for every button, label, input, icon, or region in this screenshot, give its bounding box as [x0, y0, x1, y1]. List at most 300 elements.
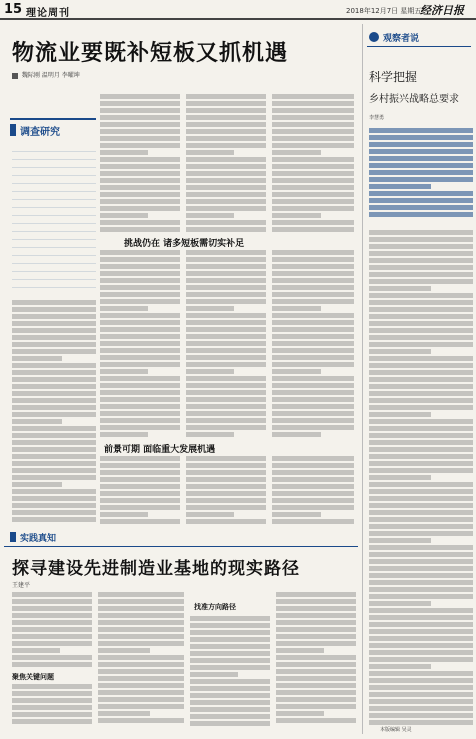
page-header	[0, 0, 476, 20]
body-text-line	[272, 369, 321, 374]
body-text-line	[272, 306, 321, 311]
body-text-line	[186, 404, 266, 409]
body-text-line	[272, 327, 354, 332]
body-text-line	[186, 383, 266, 388]
body-text-column	[190, 616, 270, 730]
body-text-column	[186, 456, 266, 526]
body-text-line	[12, 634, 92, 639]
body-text-line	[186, 213, 234, 218]
body-text-line	[100, 369, 148, 374]
body-text-line	[272, 334, 354, 339]
body-text-line	[276, 676, 356, 681]
body-text-line	[369, 545, 473, 550]
body-text-line	[369, 636, 473, 641]
body-text-line	[272, 101, 354, 106]
body-text-line	[186, 390, 266, 395]
body-text-line	[100, 299, 180, 304]
body-text-line	[98, 648, 150, 653]
body-text-line	[12, 592, 92, 597]
body-text-line	[98, 613, 184, 618]
body-text-line	[12, 433, 96, 438]
body-text-line	[12, 440, 96, 445]
body-text-line	[12, 391, 96, 396]
body-text-line	[190, 714, 270, 719]
body-text-line	[12, 496, 96, 501]
body-text-line	[98, 599, 184, 604]
body-text-line	[190, 616, 270, 621]
body-text-line	[100, 227, 180, 232]
body-text-line	[369, 244, 473, 249]
body-text-line	[272, 220, 354, 225]
section-divider	[367, 46, 471, 47]
body-text-line	[186, 101, 266, 106]
body-text-line	[186, 115, 266, 120]
body-text-column	[369, 230, 473, 730]
body-text-line	[98, 669, 184, 674]
body-text-line	[272, 199, 354, 204]
body-text-line	[272, 271, 354, 276]
body-text-line	[369, 177, 473, 182]
body-text-line	[12, 691, 92, 696]
body-text-column	[12, 684, 92, 730]
body-text-line	[369, 391, 473, 396]
body-text-line	[186, 108, 266, 113]
body-text-line	[100, 178, 180, 183]
body-text-line	[186, 164, 266, 169]
body-text-line	[369, 156, 473, 161]
body-text-line	[100, 171, 180, 176]
body-text-line	[100, 397, 180, 402]
right-article-title-line2: 乡村振兴战略总要求	[369, 94, 459, 105]
body-text-line	[186, 278, 266, 283]
body-text-line	[272, 519, 354, 524]
body-text-line	[369, 170, 473, 175]
body-text-line	[272, 213, 321, 218]
body-text-line	[186, 129, 266, 134]
body-text-line	[100, 192, 180, 197]
second-article-byline: 王建平	[12, 582, 31, 589]
subhead: 聚焦关键问题	[12, 673, 54, 681]
intro-text-line	[12, 176, 96, 184]
body-text-line	[369, 321, 473, 326]
body-text-line	[369, 629, 473, 634]
body-text-line	[186, 348, 266, 353]
body-text-line	[369, 349, 431, 354]
body-text-line	[369, 370, 473, 375]
intro-text-line	[12, 280, 96, 288]
body-text-line	[100, 470, 180, 475]
body-text-line	[272, 498, 354, 503]
subhead: 找准方向路径	[194, 603, 236, 611]
body-text-line	[186, 227, 266, 232]
main-article-area	[4, 24, 358, 732]
intro-text-line	[12, 208, 96, 216]
body-text-line	[276, 683, 356, 688]
body-text-line	[369, 377, 473, 382]
body-text-line	[12, 419, 62, 424]
body-text-line	[98, 676, 184, 681]
body-text-line	[276, 613, 356, 618]
body-text-line	[190, 665, 270, 670]
body-text-line	[100, 150, 148, 155]
observer-badge-icon	[369, 32, 379, 42]
body-text-line	[369, 706, 473, 711]
body-text-line	[100, 313, 180, 318]
body-text-line	[100, 418, 180, 423]
body-text-line	[369, 461, 473, 466]
body-text-line	[12, 342, 96, 347]
body-text-line	[186, 463, 266, 468]
body-text-line	[276, 690, 356, 695]
section-tag	[10, 118, 96, 136]
body-text-line	[272, 122, 354, 127]
body-text-line	[100, 213, 148, 218]
body-text-line	[272, 355, 354, 360]
body-text-line	[12, 620, 92, 625]
body-text-line	[369, 489, 473, 494]
body-text-line	[186, 425, 266, 430]
body-text-line	[190, 637, 270, 642]
body-text-line	[369, 538, 431, 543]
body-text-line	[98, 662, 184, 667]
editor-credit: 本版编辑 吴灵	[380, 727, 412, 733]
body-text-line	[369, 524, 473, 529]
body-text-line	[186, 519, 266, 524]
body-text-line	[272, 164, 354, 169]
body-text-line	[100, 341, 180, 346]
body-text-line	[12, 307, 96, 312]
body-text-line	[12, 606, 92, 611]
body-text-line	[369, 184, 431, 189]
body-text-column	[272, 94, 354, 234]
body-text-line	[272, 484, 354, 489]
intro-text-line	[12, 264, 96, 272]
body-text-line	[100, 285, 180, 290]
body-text-line	[369, 685, 473, 690]
body-text-line	[272, 390, 354, 395]
body-text-line	[100, 292, 180, 297]
body-text-line	[100, 477, 180, 482]
body-text-line	[369, 601, 431, 606]
body-text-line	[100, 484, 180, 489]
body-text-line	[369, 692, 473, 697]
body-text-line	[369, 468, 473, 473]
body-text-line	[12, 454, 96, 459]
right-article-author: 李慧勇	[369, 115, 385, 121]
body-text-column	[186, 250, 266, 440]
body-text-line	[369, 191, 473, 196]
body-text-line	[186, 432, 234, 437]
body-text-line	[100, 157, 180, 162]
body-text-line	[272, 320, 354, 325]
body-text-line	[186, 220, 266, 225]
body-text-line	[98, 711, 150, 716]
section-marker-icon	[10, 532, 16, 542]
body-text-line	[12, 698, 92, 703]
intro-text-line	[12, 160, 96, 168]
body-text-line	[100, 115, 180, 120]
body-text-line	[369, 405, 473, 410]
body-text-line	[100, 505, 180, 510]
body-text-line	[369, 198, 473, 203]
body-text-line	[190, 721, 270, 726]
body-text-line	[100, 143, 180, 148]
page-name: 理论周刊	[26, 8, 70, 19]
body-text-line	[272, 299, 354, 304]
body-text-line	[12, 398, 96, 403]
body-text-line	[369, 657, 473, 662]
body-text-line	[369, 363, 473, 368]
body-text-line	[12, 356, 62, 361]
body-text-line	[12, 712, 92, 717]
body-text-line	[186, 362, 266, 367]
body-text-line	[276, 606, 356, 611]
body-text-line	[186, 355, 266, 360]
body-text-line	[272, 192, 354, 197]
body-text-line	[100, 320, 180, 325]
body-text-line	[12, 321, 96, 326]
intro-text-line	[12, 216, 96, 224]
article-byline	[12, 70, 80, 79]
body-text-line	[186, 178, 266, 183]
body-text-line	[98, 718, 184, 723]
body-text-line	[100, 94, 180, 99]
body-text-line	[276, 620, 356, 625]
body-text-line	[12, 503, 96, 508]
body-text-line	[98, 683, 184, 688]
body-text-line	[369, 482, 473, 487]
page-number: 15	[4, 2, 23, 17]
body-text-line	[12, 349, 96, 354]
body-text-line	[98, 606, 184, 611]
body-text-column	[186, 94, 266, 234]
body-text-line	[100, 498, 180, 503]
intro-text-line	[12, 184, 96, 192]
body-text-line	[369, 510, 473, 515]
body-text-line	[12, 482, 62, 487]
body-text-line	[272, 285, 354, 290]
body-text-line	[12, 447, 96, 452]
body-text-line	[190, 658, 270, 663]
section-marker-icon	[10, 124, 16, 136]
body-text-line	[100, 250, 180, 255]
body-text-line	[276, 662, 356, 667]
body-text-line	[12, 475, 96, 480]
body-text-line	[369, 314, 473, 319]
body-text-line	[100, 199, 180, 204]
body-text-line	[369, 664, 431, 669]
body-text-line	[12, 426, 96, 431]
body-text-line	[190, 707, 270, 712]
body-text-line	[369, 128, 473, 133]
body-text-line	[190, 686, 270, 691]
body-text-line	[100, 456, 180, 461]
body-text-line	[12, 684, 92, 689]
body-text-line	[369, 335, 473, 340]
second-article-headline: 探寻建设先进制造业基地的现实路径	[12, 559, 300, 579]
body-text-line	[369, 163, 473, 168]
body-text-column	[100, 456, 180, 526]
body-text-line	[190, 672, 238, 677]
body-text-line	[186, 327, 266, 332]
body-text-line	[369, 580, 473, 585]
body-text-line	[12, 300, 96, 305]
body-text-line	[100, 164, 180, 169]
body-text-line	[272, 491, 354, 496]
body-text-line	[12, 412, 96, 417]
practice-tag-label: 实践真知	[20, 534, 57, 544]
article-intro	[12, 144, 96, 296]
body-text-line	[276, 599, 356, 604]
observer-tag	[369, 30, 469, 44]
body-text-line	[190, 644, 270, 649]
body-text-line	[369, 587, 473, 592]
body-text-line	[100, 306, 148, 311]
body-text-column	[12, 592, 92, 670]
body-text-line	[100, 348, 180, 353]
body-text-line	[272, 348, 354, 353]
body-text-line	[186, 285, 266, 290]
body-text-line	[186, 341, 266, 346]
body-text-line	[12, 314, 96, 319]
body-text-line	[369, 342, 473, 347]
body-text-line	[186, 157, 266, 162]
body-text-line	[100, 220, 180, 225]
body-text-line	[12, 405, 96, 410]
body-text-line	[272, 397, 354, 402]
body-text-line	[186, 484, 266, 489]
body-text-line	[369, 454, 473, 459]
body-text-line	[12, 384, 96, 389]
body-text-line	[369, 678, 473, 683]
body-text-line	[369, 622, 473, 627]
issue-date: 2018年12月7日 星期五	[346, 7, 422, 15]
body-text-line	[369, 531, 473, 536]
body-text-line	[272, 292, 354, 297]
body-text-line	[369, 552, 473, 557]
body-text-line	[100, 425, 180, 430]
body-text-line	[12, 613, 92, 618]
body-text-line	[100, 362, 180, 367]
body-text-line	[186, 150, 234, 155]
body-text-line	[369, 398, 473, 403]
body-text-line	[12, 370, 96, 375]
body-text-line	[369, 566, 473, 571]
body-text-line	[272, 512, 321, 517]
body-text-line	[98, 697, 184, 702]
body-text-line	[100, 334, 180, 339]
observer-tag-label: 观察者说	[383, 34, 420, 44]
body-text-line	[100, 383, 180, 388]
body-text-line	[369, 475, 431, 480]
body-text-line	[190, 679, 270, 684]
body-text-line	[276, 655, 356, 660]
body-text-line	[100, 376, 180, 381]
section-divider	[4, 546, 358, 547]
body-text-line	[186, 171, 266, 176]
body-text-line	[100, 463, 180, 468]
body-text-line	[12, 517, 96, 522]
body-text-line	[12, 655, 92, 660]
body-text-line	[100, 327, 180, 332]
body-text-line	[98, 620, 184, 625]
newspaper-logo: 经济日报	[420, 4, 464, 17]
body-text-line	[186, 313, 266, 318]
body-text-line	[100, 257, 180, 262]
body-text-line	[272, 129, 354, 134]
body-text-line	[12, 599, 92, 604]
body-text-line	[272, 432, 321, 437]
body-text-line	[369, 384, 473, 389]
body-text-line	[186, 122, 266, 127]
body-text-line	[98, 690, 184, 695]
body-text-line	[272, 185, 354, 190]
body-text-line	[12, 461, 96, 466]
body-text-line	[100, 491, 180, 496]
body-text-line	[272, 278, 354, 283]
body-text-line	[186, 320, 266, 325]
body-text-line	[100, 432, 148, 437]
body-text-line	[369, 447, 473, 452]
body-text-column	[272, 250, 354, 440]
body-text-line	[369, 440, 473, 445]
body-text-line	[100, 136, 180, 141]
body-text-line	[186, 250, 266, 255]
body-text-line	[369, 279, 473, 284]
body-text-line	[190, 630, 270, 635]
body-text-line	[272, 178, 354, 183]
body-text-line	[12, 377, 96, 382]
body-text-line	[100, 411, 180, 416]
body-text-line	[272, 227, 354, 232]
body-text-line	[272, 463, 354, 468]
intro-text-line	[12, 152, 96, 160]
body-text-line	[369, 237, 473, 242]
body-text-line	[12, 719, 92, 724]
body-text-line	[272, 115, 354, 120]
body-text-line	[190, 623, 270, 628]
body-text-line	[186, 94, 266, 99]
body-text-line	[369, 258, 473, 263]
body-text-line	[272, 94, 354, 99]
body-text-line	[12, 468, 96, 473]
body-text-line	[369, 142, 473, 147]
body-text-line	[369, 230, 473, 235]
body-text-line	[272, 404, 354, 409]
body-text-line	[369, 573, 473, 578]
body-text-line	[369, 559, 473, 564]
right-article-title-line1: 科学把握	[369, 70, 418, 84]
body-text-line	[369, 265, 473, 270]
body-text-line	[186, 498, 266, 503]
body-text-line	[186, 470, 266, 475]
body-text-column	[100, 94, 180, 234]
body-text-line	[12, 662, 92, 667]
body-text-line	[276, 718, 356, 723]
body-text-line	[98, 627, 184, 632]
body-text-line	[186, 192, 266, 197]
body-text-line	[272, 143, 354, 148]
body-text-line	[98, 641, 184, 646]
body-text-line	[272, 418, 354, 423]
intro-text-line	[12, 256, 96, 264]
body-text-line	[369, 426, 473, 431]
body-text-line	[369, 149, 473, 154]
body-text-line	[272, 505, 354, 510]
body-text-line	[186, 376, 266, 381]
body-text-line	[369, 643, 473, 648]
body-text-line	[272, 456, 354, 461]
